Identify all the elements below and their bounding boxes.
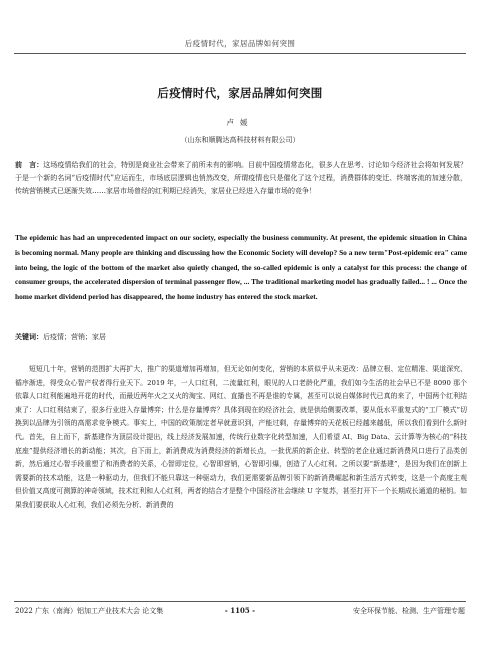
keywords-text: 后疫情；营销；家居 [43,333,106,341]
footer-section: 安全环保节能、检测、生产管理专题 [353,607,465,615]
footer-proceedings: 2022 广东（南海）铝加工产业技术大会 论文集 [15,607,164,615]
abstract-chinese-text: 这场疫情给我们的社会，特别是商业社会带来了前所未有的影响。目前中国疫情常态化，很多人在思考、讨论如今经济社会将如何发展？于是一个新的名词“后疫情时代”应运而生，市场底层逻辑也悄然改变，所谓疫情也只是催化了这个过程，消费群体的变迁、终端客流的加速分散，传统营销模式已逐渐失效……家居市场曾经的红利期已经消失，家居业已经进入存量市场的竞争！ [15,161,468,195]
body-paragraph: 短短几十年，营销的范围扩大再扩大，推广的渠道增加再增加，但无论如何变化，营销的本质似乎从未更改：品牌立根、定位精准、渠道深究、循序渐进，得受众心智产权者得行业天下。2019 年，一人口红利，二流量红利，眼见的人口老龄化严重，我们如今生活的社会早已不是 8090 那个依靠人口红利能遍地开花的时代，而最近两年火之又火的淘宝、网红、直播也不再是谁的专属，甚至可以说自媒体时代已真的来了，中国两个红利结束了：人口红利结束了，很多行业进入存量博弈；什么是存量博弈？具体到现在的经济社会，就是供给侧要改革，要从低水平重复式的“工厂模式”切换到以品牌为引领的高需求竞争模式。事实上，中国的政策制定者早就意识到，产能过剩，存量博弈的天花板已经越来越低，所以我们看到什么新时代。首先，自上而下，新基建作为顶层设计提出，线上经济发展加速，传统行业数字化转型加速，人们希望 AI、Big Data、云计算等为核心的“科技底座”提供经济增长的新动能；其次，自下而上，新消费成为消费经济的新增长点，一批优质的新企业、转型的老企业通过新消费风口进行了品类创新，然后通过心智手段重塑了和消费者的关系，心智即定位，心智即营销，心智即引爆，创造了人心红利。之所以要“新基建”，是因为我们在创新上需要新的技术动能，这是一种驱动力，但我们不能只靠这一种驱动力，我们更需要新品牌引领下的新消费崛起和新生活方式转变，这是一个高度主观但价值又高度可测算的神奇领域，技术红利和人心红利，两者的结合才是整个中国经济社会继续 U 字复苏，甚至打开下一个长期成长通道的秘钥。如果我们要获取人心红利，我们必须先分析、新消费的 [15,365,467,509]
running-header: 后疫情时代，家居品牌如何突围 [184,39,296,48]
abstract-label: 前 言： [15,160,44,169]
abstract-chinese [15,158,467,198]
keywords-label: 关键词： [15,332,43,341]
author: 卢媛 [226,118,254,127]
header-rule [14,53,466,54]
page-number: - 1105 - [224,606,256,615]
keywords [15,332,106,342]
paper-title: 后疫情时代，家居品牌如何突围 [157,86,323,100]
abstract-english: The epidemic has had an unprecedented impact on our society, especially the business community. At present, the epidemic situation in China is becoming normal. Many people are thinking and discussing how the Economic Society will develop? So a new term"Post-epidemic era" came into being, the logic of the bottom of the market also quietly changed, the so-called epidemic is only a catalyst for this process: the change of consumer groups, the accelerated dispersion of terminal passenger flow, ... The traditional marketing model has gradually failed... ! ... Once the home market dividend period has disappeared, the home industry has entered the stock market. [15,233,467,302]
affiliation: （山东和顺腾达高科技材料有限公司） [180,136,300,144]
footer-rule [14,601,466,602]
